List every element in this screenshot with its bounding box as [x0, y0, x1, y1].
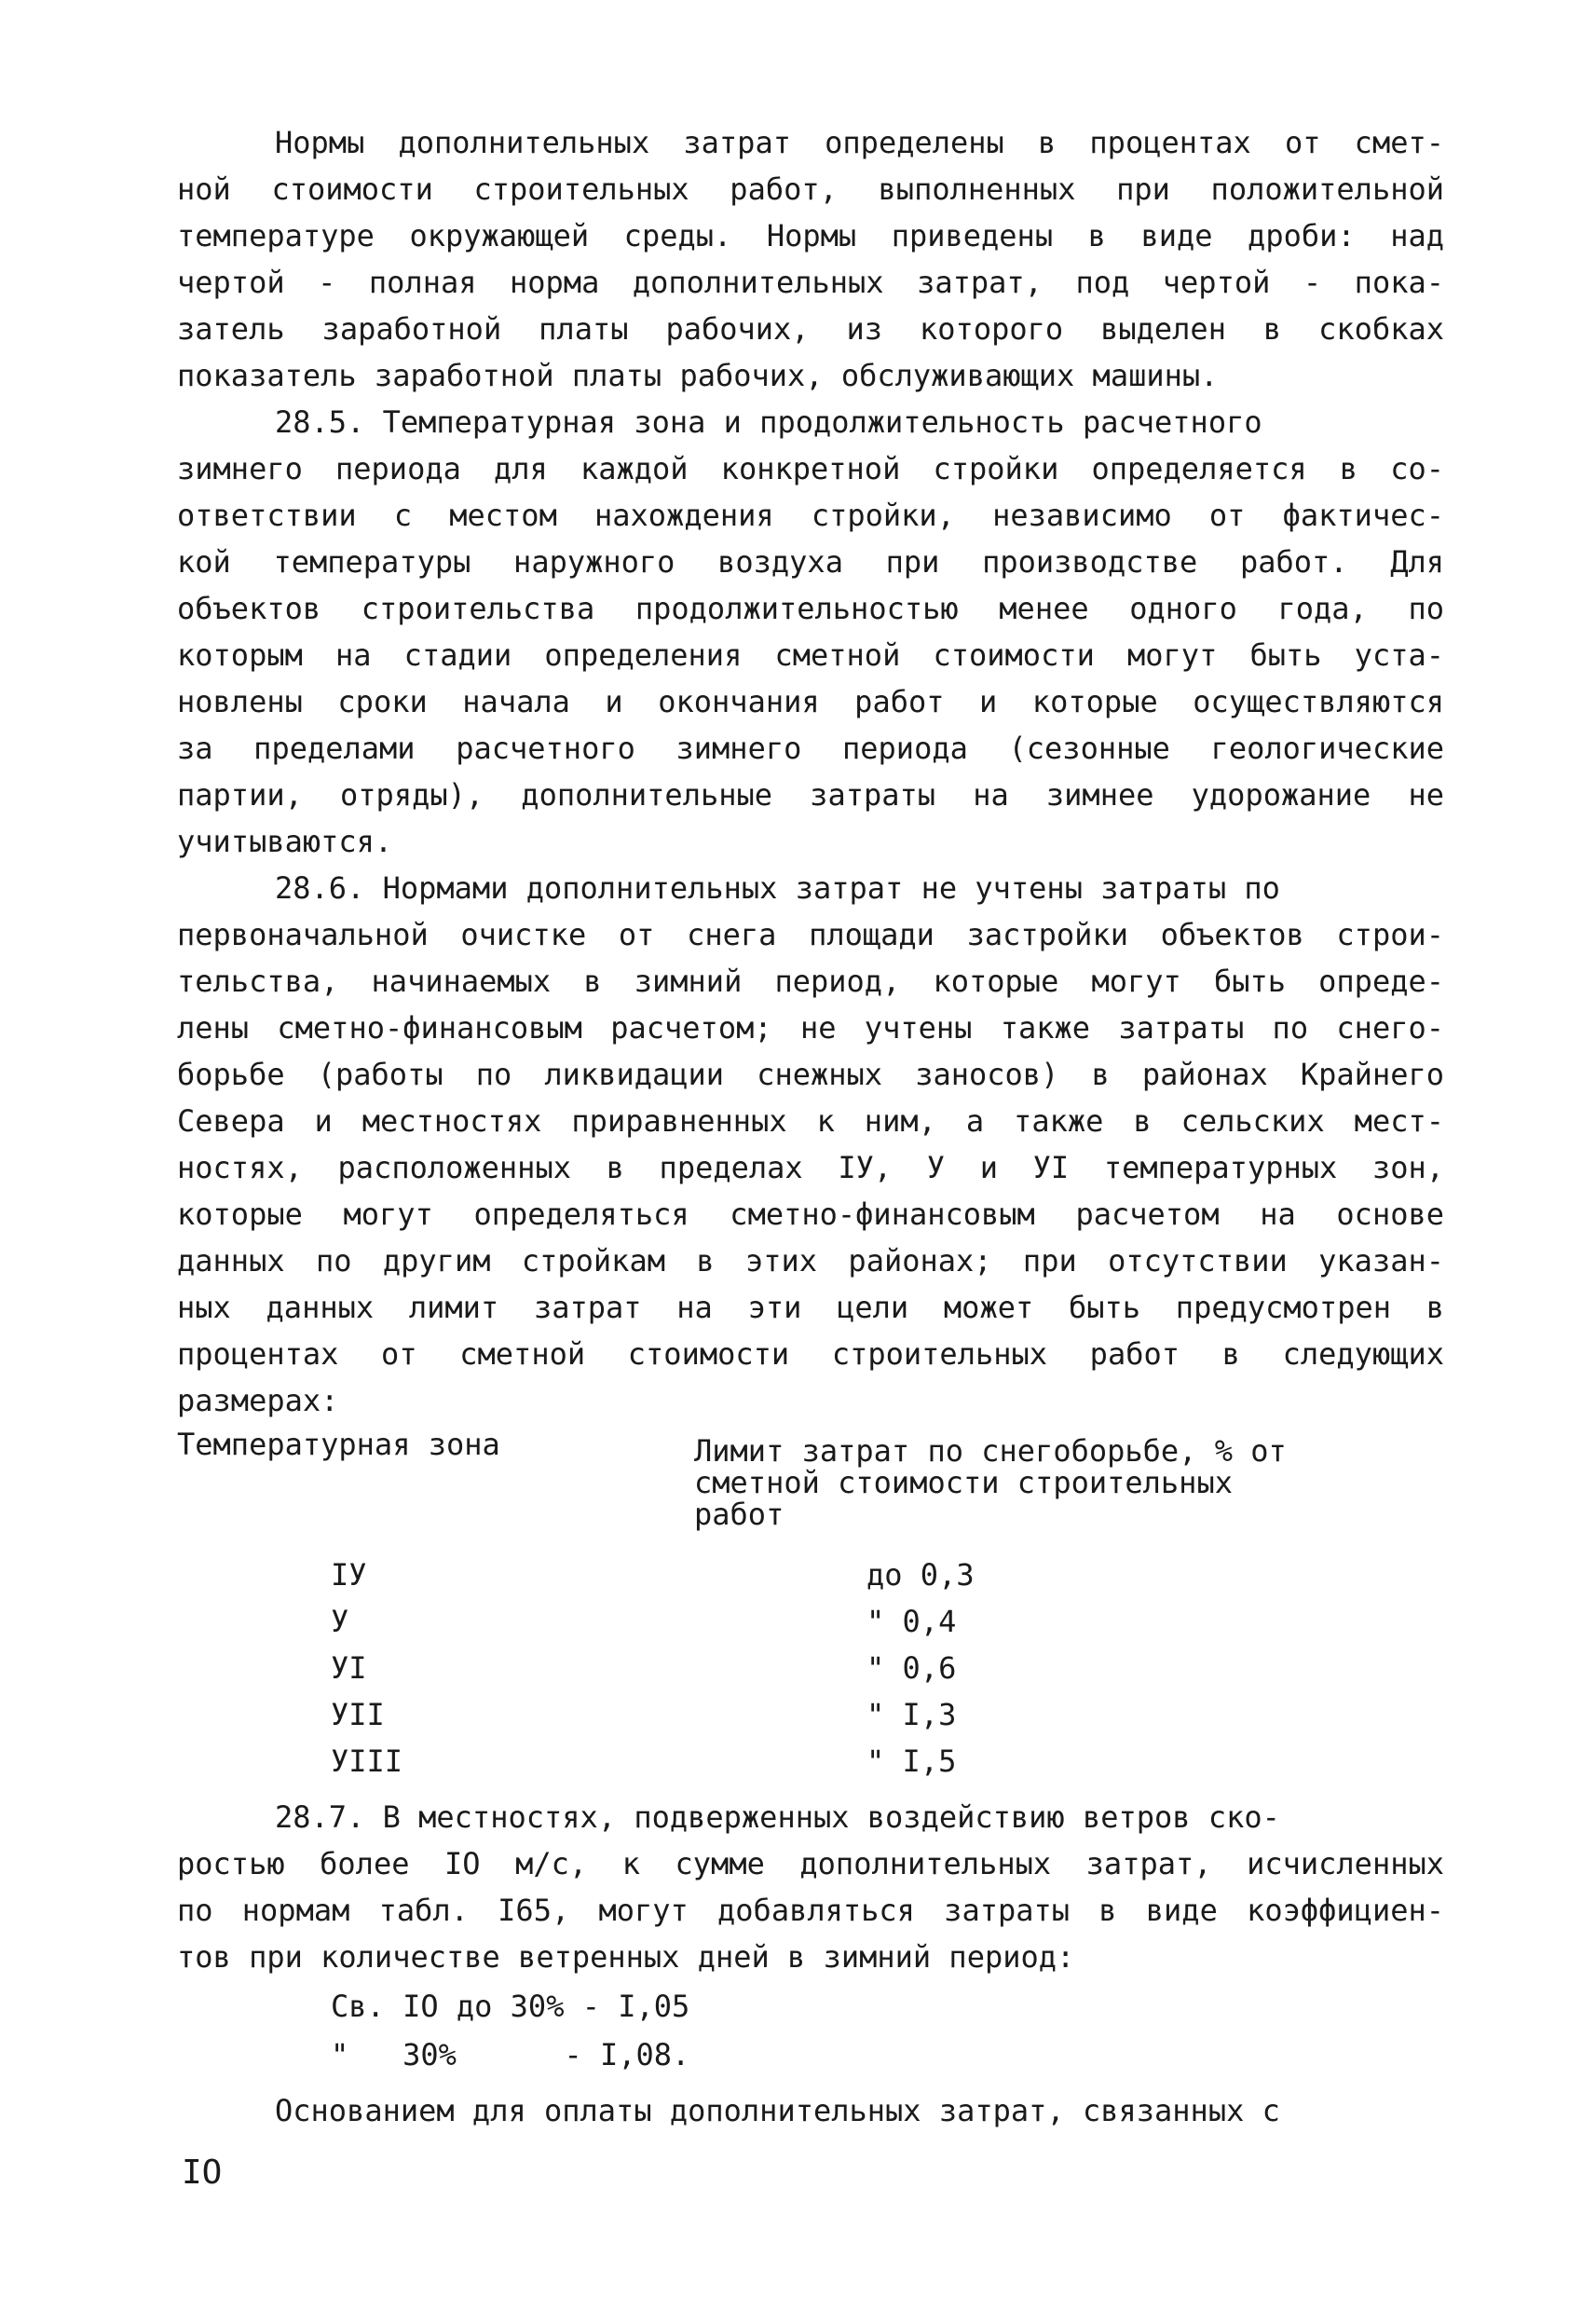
text-line: размерах:: [177, 1383, 339, 1418]
table-cell-zone: У: [331, 1604, 349, 1639]
text-line: чертой - полная норма дополнительных затрат, под чертой - пока-: [177, 265, 1444, 300]
text-line: ответствии с местом нахождения стройки, независимо от фактичес-: [177, 498, 1444, 533]
text-line: которым на стадии определения сметной стоимости могут быть уста-: [177, 637, 1444, 673]
text-line: по нормам табл. I65, могут добавляться затраты в виде коэффициен-: [177, 1893, 1444, 1928]
text-line: партии, отряды), дополнительные затраты на зимнее удорожание не: [177, 777, 1444, 813]
table-cell-limit: " 0,4: [866, 1604, 957, 1639]
table-cell-limit: до 0,3: [866, 1557, 975, 1593]
text-line: кой температуры наружного воздуха при производстве работ. Для: [177, 544, 1444, 580]
text-line: данных по другим стройкам в этих районах; при отсутствии указан-: [177, 1243, 1444, 1279]
text-line: 28.6. Нормами дополнительных затрат не учтены затраты по: [275, 870, 1280, 906]
text-line: учитываются.: [177, 824, 393, 859]
text-line: новлены сроки начала и окончания работ и которые осуществляются: [177, 684, 1444, 719]
text-line: за пределами расчетного зимнего периода (сезонные геологические: [177, 731, 1444, 766]
table-header-limit: Лимит затрат по снегоборьбе, % от: [694, 1433, 1287, 1469]
table-header-limit: сметной стоимости строительных: [694, 1465, 1233, 1500]
text-line: ной стоимости строительных работ, выполненных при положительной: [177, 171, 1444, 207]
text-line: борьбе (работы по ликвидации снежных заносов) в районах Крайнего: [177, 1057, 1444, 1092]
table-cell-limit: " I,5: [866, 1744, 957, 1779]
wind-coefficient-row: " 30% - I,08.: [331, 2037, 690, 2072]
text-line: процентах от сметной стоимости строительных работ в следующих: [177, 1336, 1444, 1372]
text-line: затель заработной платы рабочих, из которого выделен в скобках: [177, 311, 1444, 347]
text-line: 28.7. В местностях, подверженных воздействию ветров ско-: [275, 1799, 1280, 1835]
text-line: тов при количестве ветренных дней в зимний период:: [177, 1939, 1075, 1975]
text-line: объектов строительства продолжительностью менее одного года, по: [177, 591, 1444, 626]
text-line: ростью более IO м/с, к сумме дополнительных затрат, исчисленных: [177, 1846, 1444, 1881]
text-line: зимнего периода для каждой конкретной стройки определяется в со-: [177, 451, 1444, 486]
text-line: 28.5. Температурная зона и продолжительность расчетного: [275, 404, 1262, 440]
table-header-zone: Температурная зона: [177, 1427, 500, 1462]
table-header-limit: работ: [694, 1497, 784, 1532]
text-line: которые могут определяться сметно-финансовым расчетом на основе: [177, 1197, 1444, 1232]
table-cell-limit: " 0,6: [866, 1650, 957, 1686]
page-number: IO: [182, 2154, 223, 2192]
table-cell-zone: IУ: [331, 1557, 367, 1593]
text-line: Нормы дополнительных затрат определены в процентах от смет-: [275, 125, 1444, 160]
text-line: Севера и местностях приравненных к ним, а также в сельских мест-: [177, 1103, 1444, 1139]
table-cell-zone: УI: [331, 1650, 367, 1686]
text-line: температуре окружающей среды. Нормы приведены в виде дроби: над: [177, 218, 1444, 253]
table-cell-zone: УII: [331, 1697, 385, 1732]
text-line: первоначальной очистке от снега площади застройки объектов строи-: [177, 917, 1444, 952]
table-cell-zone: УIII: [331, 1744, 403, 1779]
text-line: тельства, начинаемых в зимний период, которые могут быть опреде-: [177, 964, 1444, 999]
text-line: Основанием для оплаты дополнительных затрат, связанных с: [275, 2093, 1280, 2128]
text-line: показатель заработной платы рабочих, обслуживающих машины.: [177, 358, 1219, 393]
table-cell-limit: " I,3: [866, 1697, 957, 1732]
wind-coefficient-row: Св. IO до 30% - I,05: [331, 1989, 690, 2024]
text-line: лены сметно-финансовым расчетом; не учтены также затраты по снего-: [177, 1010, 1444, 1046]
text-line: ных данных лимит затрат на эти цели может быть предусмотрен в: [177, 1290, 1444, 1325]
text-line: ностях, расположенных в пределах IУ, У и УI температурных зон,: [177, 1150, 1444, 1185]
